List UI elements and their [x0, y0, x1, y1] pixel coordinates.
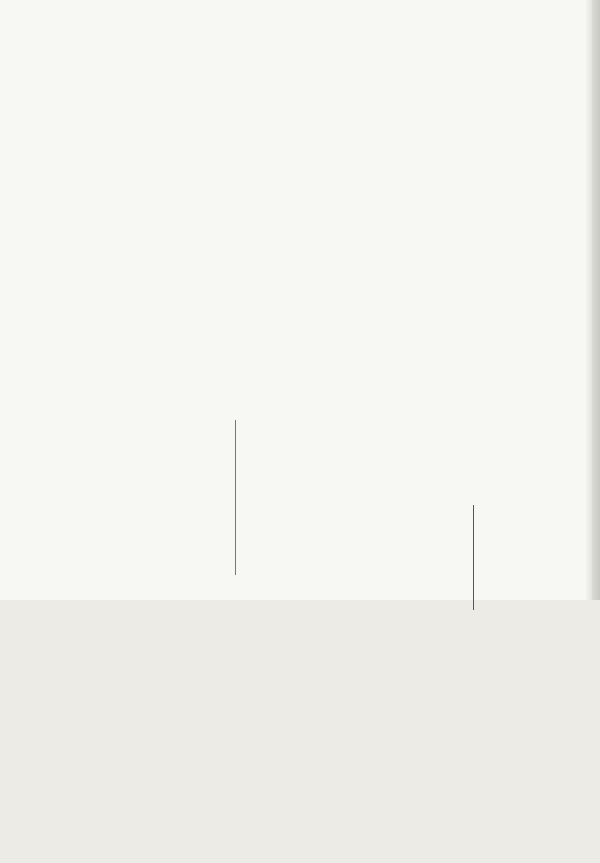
header-quantity	[375, 405, 455, 444]
header-responsible	[390, 300, 450, 376]
header-accepted-qty	[374, 445, 448, 480]
header-supervision-signature	[374, 700, 448, 860]
header-supervision-qty	[374, 661, 448, 699]
header-date	[394, 48, 474, 88]
header-accepted-sub	[449, 445, 461, 660]
header-accepted-signature	[374, 482, 448, 658]
contractor-signature-line[interactable]	[473, 505, 474, 610]
header-work-description	[374, 93, 456, 301]
header-unit	[375, 376, 455, 405]
header-performed-group	[456, 376, 474, 444]
journal-page-line[interactable]	[235, 420, 236, 575]
header-supervision-top	[449, 661, 461, 861]
